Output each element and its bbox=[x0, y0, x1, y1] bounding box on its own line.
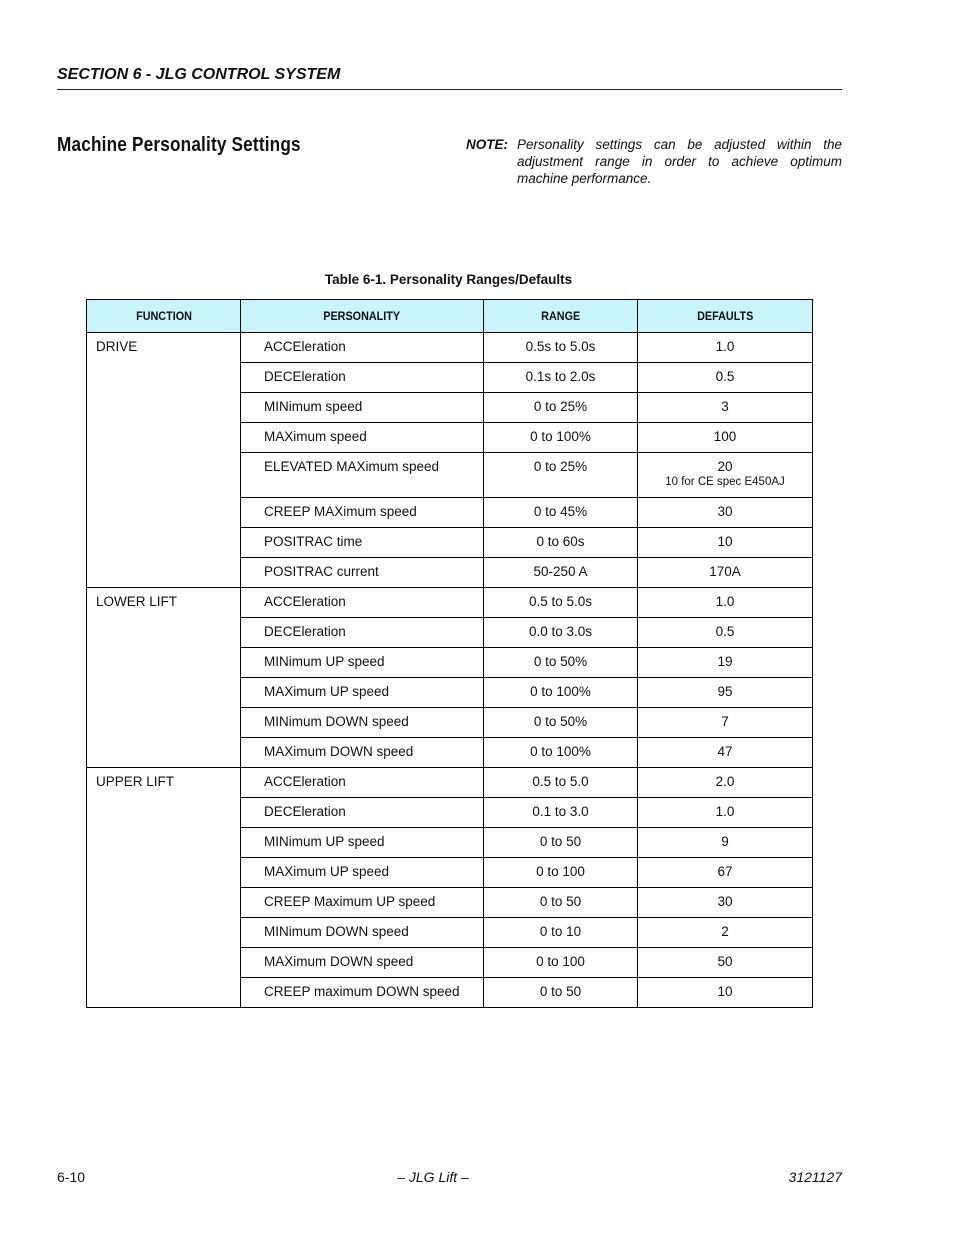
table-body bbox=[87, 333, 813, 1008]
default-cell: 7 bbox=[638, 708, 813, 738]
default-cell: 9 bbox=[638, 828, 813, 858]
column-header-range: RANGE bbox=[484, 300, 638, 333]
default-note: 10 for CE spec E450AJ bbox=[665, 476, 785, 488]
personality-cell: MINimum UP speed bbox=[241, 828, 484, 858]
range-cell: 0 to 50 bbox=[484, 978, 638, 1008]
page-title: Machine Personality Settings bbox=[57, 134, 301, 156]
range-cell: 0.5s to 5.0s bbox=[484, 333, 638, 363]
default-cell: 0.5 bbox=[638, 618, 813, 648]
default-cell: 100 bbox=[638, 423, 813, 453]
default-cell: 1.0 bbox=[638, 333, 813, 363]
personality-cell: MINimum DOWN speed bbox=[241, 708, 484, 738]
default-cell: 10 bbox=[638, 528, 813, 558]
default-cell: 3 bbox=[638, 393, 813, 423]
range-cell: 0 to 100 bbox=[484, 858, 638, 888]
personality-cell: MINimum speed bbox=[241, 393, 484, 423]
column-header-function: FUNCTION bbox=[87, 300, 241, 333]
range-cell: 0 to 45% bbox=[484, 498, 638, 528]
personality-cell: POSITRAC time bbox=[241, 528, 484, 558]
range-cell: 0 to 50 bbox=[484, 888, 638, 918]
personality-table bbox=[86, 299, 813, 1008]
default-cell: 20 10 for CE spec E450AJ bbox=[638, 453, 813, 498]
function-label: UPPER LIFT bbox=[96, 774, 175, 789]
header-rule bbox=[57, 89, 842, 90]
default-cell: 2.0 bbox=[638, 768, 813, 798]
personality-cell: MAXimum UP speed bbox=[241, 678, 484, 708]
range-cell: 0 to 25% bbox=[484, 393, 638, 423]
note-label: NOTE: bbox=[466, 137, 508, 152]
table-row bbox=[87, 768, 813, 798]
range-cell: 0 to 100% bbox=[484, 423, 638, 453]
personality-cell: MAXimum DOWN speed bbox=[241, 948, 484, 978]
personality-cell: DECEleration bbox=[241, 618, 484, 648]
default-cell: 30 bbox=[638, 498, 813, 528]
range-cell: 0 to 10 bbox=[484, 918, 638, 948]
function-cell bbox=[87, 588, 241, 768]
personality-cell: ACCEleration bbox=[241, 333, 484, 363]
personality-cell: CREEP MAXimum speed bbox=[241, 498, 484, 528]
column-header-defaults: DEFAULTS bbox=[638, 300, 813, 333]
range-cell: 0 to 50% bbox=[484, 708, 638, 738]
default-cell: 10 bbox=[638, 978, 813, 1008]
range-cell: 0 to 50% bbox=[484, 648, 638, 678]
footer-publisher: – JLG Lift – bbox=[397, 1169, 469, 1185]
personality-cell: MAXimum UP speed bbox=[241, 858, 484, 888]
default-cell: 67 bbox=[638, 858, 813, 888]
personality-cell: CREEP maximum DOWN speed bbox=[241, 978, 484, 1008]
personality-cell: MAXimum DOWN speed bbox=[241, 738, 484, 768]
default-cell: 30 bbox=[638, 888, 813, 918]
table-header-row bbox=[87, 300, 813, 333]
function-label: LOWER LIFT bbox=[96, 594, 178, 609]
note-block bbox=[466, 136, 842, 187]
personality-cell: ELEVATED MAXimum speed bbox=[241, 453, 484, 498]
table-caption: Table 6-1. Personality Ranges/Defaults bbox=[324, 272, 573, 287]
personality-cell: DECEleration bbox=[241, 363, 484, 393]
range-cell: 0 to 25% bbox=[484, 453, 638, 498]
table-row bbox=[87, 333, 813, 363]
range-cell: 0 to 50 bbox=[484, 828, 638, 858]
page-number: 6-10 bbox=[57, 1169, 86, 1185]
section-header: SECTION 6 - JLG CONTROL SYSTEM bbox=[57, 66, 341, 83]
function-label: DRIVE bbox=[96, 339, 138, 354]
range-cell: 0 to 60s bbox=[484, 528, 638, 558]
note-text: Personality settings can be adjusted within the adjustment range in order to achieve optimum machine performance. bbox=[517, 137, 842, 186]
document-number: 3121127 bbox=[788, 1169, 842, 1185]
default-cell: 47 bbox=[638, 738, 813, 768]
range-cell: 0.5 to 5.0 bbox=[484, 768, 638, 798]
range-cell: 0 to 100% bbox=[484, 678, 638, 708]
personality-cell: CREEP Maximum UP speed bbox=[241, 888, 484, 918]
range-cell: 0 to 100% bbox=[484, 738, 638, 768]
range-cell: 0.0 to 3.0s bbox=[484, 618, 638, 648]
default-cell: 2 bbox=[638, 918, 813, 948]
range-cell: 0.1s to 2.0s bbox=[484, 363, 638, 393]
range-cell: 0 to 100 bbox=[484, 948, 638, 978]
default-cell: 1.0 bbox=[638, 798, 813, 828]
personality-cell: MAXimum speed bbox=[241, 423, 484, 453]
default-cell: 19 bbox=[638, 648, 813, 678]
personality-cell: ACCEleration bbox=[241, 768, 484, 798]
personality-cell: ACCEleration bbox=[241, 588, 484, 618]
function-cell bbox=[87, 768, 241, 1008]
default-cell: 0.5 bbox=[638, 363, 813, 393]
default-cell: 50 bbox=[638, 948, 813, 978]
default-cell: 170A bbox=[638, 558, 813, 588]
range-cell: 0.1 to 3.0 bbox=[484, 798, 638, 828]
personality-cell: MINimum DOWN speed bbox=[241, 918, 484, 948]
default-cell: 95 bbox=[638, 678, 813, 708]
personality-cell: DECEleration bbox=[241, 798, 484, 828]
personality-cell: MINimum UP speed bbox=[241, 648, 484, 678]
default-cell: 1.0 bbox=[638, 588, 813, 618]
personality-cell: POSITRAC current bbox=[241, 558, 484, 588]
function-cell bbox=[87, 333, 241, 588]
range-cell: 0.5 to 5.0s bbox=[484, 588, 638, 618]
range-cell: 50-250 A bbox=[484, 558, 638, 588]
column-header-personality: PERSONALITY bbox=[241, 300, 484, 333]
table-row bbox=[87, 588, 813, 618]
